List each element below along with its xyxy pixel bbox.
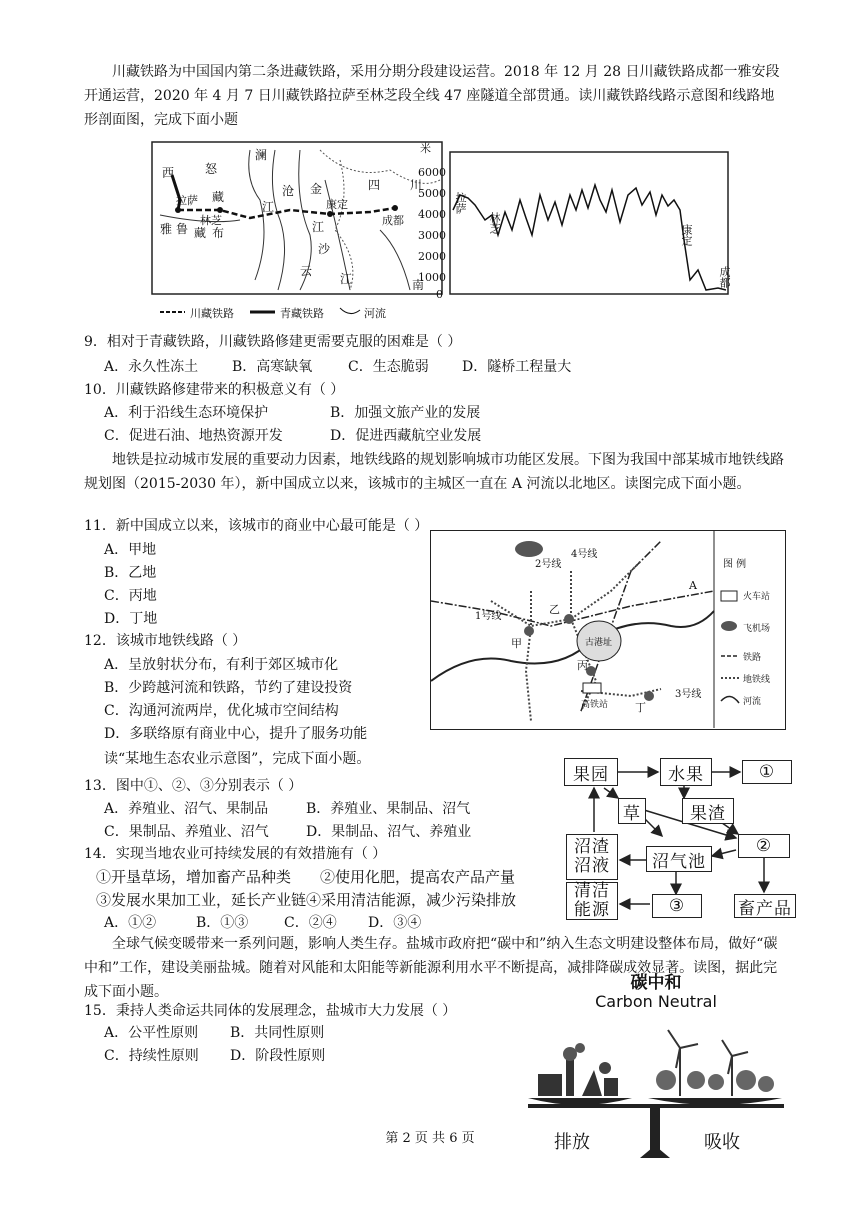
eco-agri-diagram xyxy=(564,758,796,920)
hsr-station-label: 高铁站 xyxy=(581,700,609,710)
question-12-stem: 12．该城市地铁线路（ ） xyxy=(84,633,247,649)
q12-option-c[interactable]: C．沟通河流两岸，优化城市空间结构 xyxy=(104,703,339,719)
q13-option-b[interactable]: B．养殖业、果制品、沼气 xyxy=(306,801,471,817)
map-label-linzhi: 林芝 xyxy=(200,214,222,227)
emission-label: 排放 xyxy=(554,1132,590,1153)
node-orchard: 果园 xyxy=(564,758,618,786)
profile-place: 成都 xyxy=(718,266,731,288)
river-a-label: A xyxy=(689,579,697,592)
q9-option-c[interactable]: C．生态脆弱 xyxy=(348,359,429,375)
legend-train-station: 火车站 xyxy=(743,592,771,602)
node-fruit: 水果 xyxy=(660,758,712,786)
line-2-label: 2号线 xyxy=(535,559,562,570)
map-label-chengdu: 成都 xyxy=(382,214,404,227)
map-label-lhasa: 拉萨 xyxy=(176,194,198,207)
intro-railway: 川藏铁路为中国国内第二条进藏铁路，采用分期分段建设运营。2018 年 12 月 28 日川藏铁路成都一雅安段开通运营，2020 年 4 月 7 日川藏铁路拉萨至林芝段全线 47 座隧道全部贯通。读川藏铁路线路示意图和线路地形剖面图，完成下面小题 xyxy=(84,64,780,128)
map-label: 南 xyxy=(412,278,425,292)
profile-place: 康定 xyxy=(680,224,693,246)
map-label: 沙 xyxy=(318,242,331,256)
map-label: 藏 xyxy=(212,190,225,204)
node-biogas-residue xyxy=(566,834,618,880)
q10-option-a[interactable]: A．利于沿线生态环境保护 xyxy=(104,405,269,421)
y-tick: 0 xyxy=(436,288,443,301)
carbon-title-en: Carbon Neutral xyxy=(595,992,717,1011)
node-clean-energy-line2: 能源 xyxy=(574,900,610,920)
map-label: 川 xyxy=(410,178,423,192)
map-label: 雅 xyxy=(160,222,173,236)
q14-option-a[interactable]: A．①② xyxy=(104,915,157,931)
q10-option-b[interactable]: B．加强文旅产业的发展 xyxy=(330,405,481,421)
q15-option-b[interactable]: B．共同性原则 xyxy=(230,1025,325,1041)
place-bing: 丙 xyxy=(577,659,588,672)
question-13-stem: 13．图中①、②、③分别表示（ ） xyxy=(84,778,303,794)
place-ding: 丁 xyxy=(635,701,646,714)
map-label: 江 xyxy=(262,200,275,214)
profile-place: 拉萨 xyxy=(454,192,467,214)
node-1: ① xyxy=(742,760,792,784)
legend-qinghai-tibet: 青藏铁路 xyxy=(280,307,324,320)
question-14-stem: 14．实现当地农业可持续发展的有效措施有（ ） xyxy=(84,846,387,862)
q15-option-a[interactable]: A．公平性原则 xyxy=(104,1025,199,1041)
q13-option-a[interactable]: A．养殖业、沼气、果制品 xyxy=(104,801,269,817)
legend-title: 图 例 xyxy=(723,559,747,570)
old-port-label: 古港址 xyxy=(585,638,613,648)
q15-option-d[interactable]: D．阶段性原则 xyxy=(230,1048,326,1064)
map-label: 鲁 xyxy=(176,222,189,236)
map-label: 云 xyxy=(300,264,313,278)
q14-statement-2: ②使用化肥，提高农产品产量 xyxy=(320,868,516,886)
map-label: 澜 xyxy=(255,148,268,162)
q11-option-a[interactable]: A．甲地 xyxy=(104,542,157,558)
legend-airport: 飞机场 xyxy=(743,624,771,634)
q13-option-c[interactable]: C．果制品、养殖业、沼气 xyxy=(104,824,269,840)
node-clean-energy-line1: 清洁 xyxy=(574,881,610,901)
node-biogas-residue-line2: 沼液 xyxy=(574,856,610,876)
q10-option-d[interactable]: D．促进西藏航空业发展 xyxy=(330,428,482,444)
map-label: 江 xyxy=(312,220,325,234)
node-fruit-residue: 果渣 xyxy=(682,798,734,824)
q13-option-d[interactable]: D．果制品、沼气、养殖业 xyxy=(306,824,472,840)
question-10-stem: 10．川藏铁路修建带来的积极意义有（ ） xyxy=(84,382,345,398)
absorption-label: 吸收 xyxy=(704,1132,740,1153)
q10-option-c[interactable]: C．促进石油、地热资源开发 xyxy=(104,428,283,444)
map-label: 四 xyxy=(368,178,381,192)
node-grass: 草 xyxy=(618,798,646,824)
profile-place: 林芝 xyxy=(488,212,501,234)
map-label: 沧 xyxy=(282,184,295,198)
y-tick: 1000 xyxy=(418,271,446,284)
node-3: ③ xyxy=(652,894,702,918)
q11-option-b[interactable]: B．乙地 xyxy=(104,565,157,581)
map-label: 江 xyxy=(340,272,353,286)
q12-option-d[interactable]: D．多联络原有商业中心，提升了服务功能 xyxy=(104,726,368,742)
node-2: ② xyxy=(738,834,790,858)
q9-option-b[interactable]: B．高寒缺氧 xyxy=(232,359,313,375)
map-label: 怒 xyxy=(205,162,218,176)
map-label: 金 xyxy=(310,182,323,196)
node-clean-energy xyxy=(566,882,618,920)
intro-eco-agri: 读“某地生态农业示意图”，完成下面小题。 xyxy=(104,751,371,767)
legend-river: 河流 xyxy=(364,307,386,320)
map-label: 布 xyxy=(212,226,225,240)
y-tick: 3000 xyxy=(418,229,446,242)
q14-option-c[interactable]: C．②④ xyxy=(284,915,337,931)
q14-statement-1: ①开垦草场，增加畜产品种类 xyxy=(96,868,292,886)
intro-carbon: 全球气候变暖带来一系列问题，影响人类生存。盐城市政府把“碳中和”纳入生态文明建设整体布局，做好“碳中和”工作，建设美丽盐城。随着对风能和太阳能等新能源利用水平不断提高，减排降碳成效显著。读图，据此完成下面小题。 xyxy=(84,936,778,1000)
q11-option-d[interactable]: D．丁地 xyxy=(104,611,158,627)
line-4-label: 4号线 xyxy=(571,549,598,560)
legend-river: 河流 xyxy=(743,697,762,707)
legend-railway: 铁路 xyxy=(743,653,762,663)
node-biogas-residue-line1: 沼渣 xyxy=(574,837,610,857)
page-footer: 第 2 页 共 6 页 xyxy=(385,1131,475,1146)
q11-option-c[interactable]: C．丙地 xyxy=(104,588,157,604)
question-11-stem: 11．新中国成立以来，该城市的商业中心最可能是（ ） xyxy=(84,518,429,534)
q9-option-d[interactable]: D．隧桥工程量大 xyxy=(462,359,572,375)
y-tick: 6000 xyxy=(418,166,446,179)
question-9-stem: 9．相对于青藏铁路，川藏铁路修建更需要克服的困难是（ ） xyxy=(84,334,462,350)
y-tick: 5000 xyxy=(418,187,446,200)
q9-option-a[interactable]: A．永久性冻土 xyxy=(104,359,199,375)
q14-statement-4: ④采用清洁能源，减少污染排放 xyxy=(306,891,517,909)
legend-sichuan-tibet: 川藏铁路 xyxy=(190,307,234,320)
intro-subway: 地铁是拉动城市发展的重要动力因素，地铁线路的规划影响城市功能区发展。下图为我国中部某城市地铁线路规划图（2015-2030 年），新中国成立以来，该城市的主城区一直在 A 河流以北地区。读图完成下面小题。 xyxy=(84,452,784,492)
q14-statement-3: ③发展水果加工业，延长产业链 xyxy=(96,891,307,909)
question-15-stem: 15．秉持人类命运共同体的发展理念，盐城市大力发展（ ） xyxy=(84,1003,457,1019)
q12-option-a[interactable]: A．呈放射状分布，有利于郊区城市化 xyxy=(104,657,339,673)
q12-option-b[interactable]: B．少跨越河流和铁路，节约了建设投资 xyxy=(104,680,353,696)
node-biogas-digester: 沼气池 xyxy=(646,846,712,872)
carbon-title-cn: 碳中和 xyxy=(630,973,682,993)
subway-map xyxy=(430,530,786,730)
place-yi: 乙 xyxy=(549,603,560,616)
map-label: 西 xyxy=(162,166,175,180)
line-1-label: 1号线 xyxy=(475,611,502,622)
profile-unit: 米 xyxy=(420,142,431,155)
map-label-kangding: 康定 xyxy=(326,198,348,211)
q14-option-b[interactable]: B．①③ xyxy=(196,915,249,931)
railway-figure xyxy=(150,140,730,320)
q14-option-d[interactable]: D．③④ xyxy=(368,915,422,931)
legend-subway: 地铁线 xyxy=(743,675,771,685)
y-tick: 4000 xyxy=(418,208,446,221)
line-3-label: 3号线 xyxy=(675,689,702,700)
y-tick: 2000 xyxy=(418,250,446,263)
place-jia: 甲 xyxy=(511,637,522,650)
node-livestock-products: 畜产品 xyxy=(734,894,796,918)
q15-option-c[interactable]: C．持续性原则 xyxy=(104,1048,199,1064)
map-label: 藏 xyxy=(194,226,207,240)
